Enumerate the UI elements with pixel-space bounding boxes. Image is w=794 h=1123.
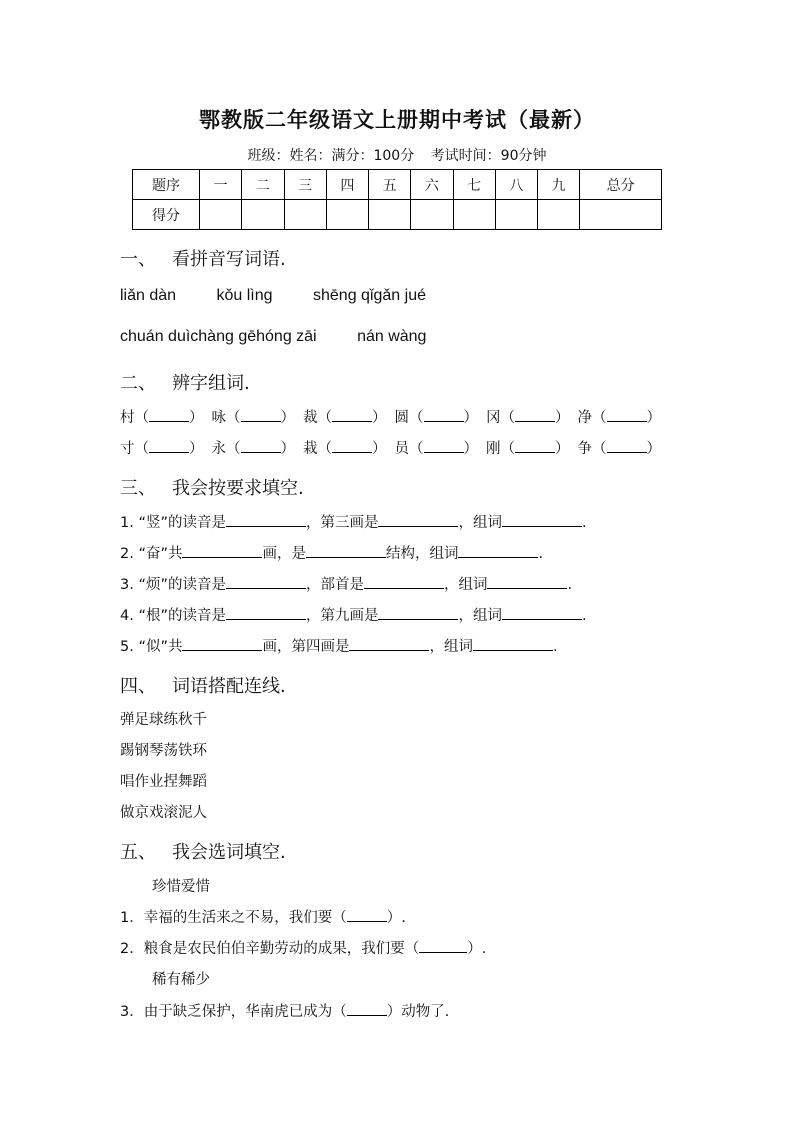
score-row-label: 得分 bbox=[133, 200, 200, 230]
score-cell[interactable] bbox=[538, 200, 580, 230]
score-cell[interactable] bbox=[284, 200, 326, 230]
pinyin-item: shēng qǐgǎn jué bbox=[313, 287, 426, 304]
answer-blank[interactable] bbox=[347, 907, 387, 922]
score-cell[interactable] bbox=[495, 200, 537, 230]
score-header-cell: 题序 bbox=[133, 170, 200, 200]
match-line: 做京戏滚泥人 bbox=[120, 805, 207, 821]
char-item: 争（ ） bbox=[578, 437, 662, 458]
section-heading-3 bbox=[120, 474, 304, 500]
score-table-header-row bbox=[133, 170, 662, 200]
answer-blank[interactable] bbox=[241, 407, 281, 422]
answer-blank[interactable] bbox=[487, 574, 567, 589]
score-header-cell: 四 bbox=[326, 170, 368, 200]
score-header-cell: 六 bbox=[411, 170, 453, 200]
answer-blank[interactable] bbox=[149, 407, 189, 422]
score-table bbox=[132, 169, 662, 230]
word-choice-group-2: 稀有稀少 bbox=[152, 972, 210, 988]
score-cell[interactable] bbox=[369, 200, 411, 230]
char-item: 净（ ） bbox=[578, 406, 662, 427]
fill-line-2: 2. “奋”共 画，是 结构，组词 . bbox=[120, 542, 543, 563]
answer-blank[interactable] bbox=[226, 512, 306, 527]
answer-blank[interactable] bbox=[424, 407, 464, 422]
answer-blank[interactable] bbox=[364, 574, 444, 589]
char-pair-row-1 bbox=[120, 406, 669, 427]
section-number: 四、 bbox=[120, 676, 156, 697]
answer-blank[interactable] bbox=[332, 438, 372, 453]
section-heading-5 bbox=[120, 838, 286, 864]
answer-blank[interactable] bbox=[241, 438, 281, 453]
char-item: 圆（ ） bbox=[395, 406, 479, 427]
char-item: 员（ ） bbox=[395, 437, 479, 458]
match-line: 踢钢琴荡铁环 bbox=[120, 743, 207, 759]
answer-blank[interactable] bbox=[182, 543, 262, 558]
char-item: 咏（ ） bbox=[212, 406, 296, 427]
answer-blank[interactable] bbox=[419, 938, 467, 953]
fill-line-3: 3. “烦”的读音是 ，部首是 ，组词 . bbox=[120, 573, 572, 594]
char-item: 村（ ） bbox=[120, 406, 204, 427]
score-header-cell: 总分 bbox=[580, 170, 662, 200]
score-table-score-row bbox=[133, 200, 662, 230]
score-header-cell: 八 bbox=[495, 170, 537, 200]
answer-blank[interactable] bbox=[502, 605, 582, 620]
score-header-cell: 二 bbox=[242, 170, 284, 200]
answer-blank[interactable] bbox=[515, 438, 555, 453]
char-item: 永（ ） bbox=[212, 437, 296, 458]
answer-blank[interactable] bbox=[306, 543, 386, 558]
pinyin-row-1 bbox=[120, 287, 462, 305]
class-name-score-info: 班级：姓名：满分：100分 bbox=[247, 148, 415, 164]
answer-blank[interactable] bbox=[458, 543, 538, 558]
score-header-cell: 九 bbox=[538, 170, 580, 200]
answer-blank[interactable] bbox=[349, 636, 429, 651]
choice-question-3: 3．由于缺乏保护，华南虎已成为（ ）动物了. bbox=[120, 1000, 449, 1021]
exam-time-info: 考试时间：90分钟 bbox=[430, 148, 547, 164]
answer-blank[interactable] bbox=[378, 512, 458, 527]
answer-blank[interactable] bbox=[332, 407, 372, 422]
fill-line-4: 4. “根”的读音是 ，第九画是 ，组词 . bbox=[120, 604, 587, 625]
score-cell[interactable] bbox=[411, 200, 453, 230]
pinyin-item: liǎn dàn bbox=[120, 287, 177, 304]
answer-blank[interactable] bbox=[347, 1001, 387, 1016]
score-header-cell: 三 bbox=[284, 170, 326, 200]
fill-line-1: 1. “竖”的读音是 ，第三画是 ，组词 . bbox=[120, 511, 587, 532]
pinyin-item: chuán duìchàng gēhóng zāi bbox=[120, 328, 317, 345]
exam-title: 鄂教版二年级语文上册期中考试（最新） bbox=[199, 107, 595, 132]
char-item: 冈（ ） bbox=[486, 406, 570, 427]
exam-info bbox=[0, 145, 794, 165]
section-heading-1 bbox=[120, 245, 286, 271]
answer-blank[interactable] bbox=[226, 605, 306, 620]
word-choice-group-1: 珍惜爱惜 bbox=[152, 879, 210, 895]
score-cell[interactable] bbox=[242, 200, 284, 230]
answer-blank[interactable] bbox=[502, 512, 582, 527]
pinyin-row-2 bbox=[120, 328, 462, 346]
answer-blank[interactable] bbox=[182, 636, 262, 651]
answer-blank[interactable] bbox=[378, 605, 458, 620]
score-cell[interactable] bbox=[200, 200, 242, 230]
match-line: 弹足球练秋千 bbox=[120, 712, 207, 728]
section-heading-2 bbox=[120, 369, 250, 395]
score-header-cell: 五 bbox=[369, 170, 411, 200]
choice-question-1: 1．幸福的生活来之不易，我们要（ ）. bbox=[120, 906, 406, 927]
char-item: 寸（ ） bbox=[120, 437, 204, 458]
section-title: 词语搭配连线. bbox=[172, 676, 286, 697]
section-number: 五、 bbox=[120, 842, 156, 863]
answer-blank[interactable] bbox=[149, 438, 189, 453]
section-number: 三、 bbox=[120, 478, 156, 499]
char-pair-row-2 bbox=[120, 437, 669, 458]
answer-blank[interactable] bbox=[473, 636, 553, 651]
answer-blank[interactable] bbox=[424, 438, 464, 453]
answer-blank[interactable] bbox=[607, 438, 647, 453]
char-item: 裁（ ） bbox=[303, 406, 387, 427]
char-item: 栽（ ） bbox=[303, 437, 387, 458]
answer-blank[interactable] bbox=[607, 407, 647, 422]
score-header-cell: 一 bbox=[200, 170, 242, 200]
answer-blank[interactable] bbox=[226, 574, 306, 589]
pinyin-item: kǒu lìng bbox=[216, 287, 273, 304]
fill-line-5: 5. “似”共 画，第四画是 ，组词 . bbox=[120, 635, 558, 656]
section-title: 我会选词填空. bbox=[172, 842, 286, 863]
section-title: 看拼音写词语. bbox=[172, 249, 286, 270]
section-number: 二、 bbox=[120, 373, 156, 394]
match-line: 唱作业捏舞蹈 bbox=[120, 774, 207, 790]
choice-question-2: 2．粮食是农民伯伯辛勤劳动的成果，我们要（ ）. bbox=[120, 937, 486, 958]
score-cell[interactable] bbox=[580, 200, 662, 230]
score-cell[interactable] bbox=[453, 200, 495, 230]
section-number: 一、 bbox=[120, 249, 156, 270]
pinyin-item: nán wàng bbox=[357, 328, 427, 345]
answer-blank[interactable] bbox=[515, 407, 555, 422]
score-header-cell: 七 bbox=[453, 170, 495, 200]
score-cell[interactable] bbox=[326, 200, 368, 230]
section-heading-4 bbox=[120, 672, 286, 698]
section-title: 我会按要求填空. bbox=[172, 478, 304, 499]
char-item: 刚（ ） bbox=[486, 437, 570, 458]
section-title: 辨字组词. bbox=[172, 373, 250, 394]
